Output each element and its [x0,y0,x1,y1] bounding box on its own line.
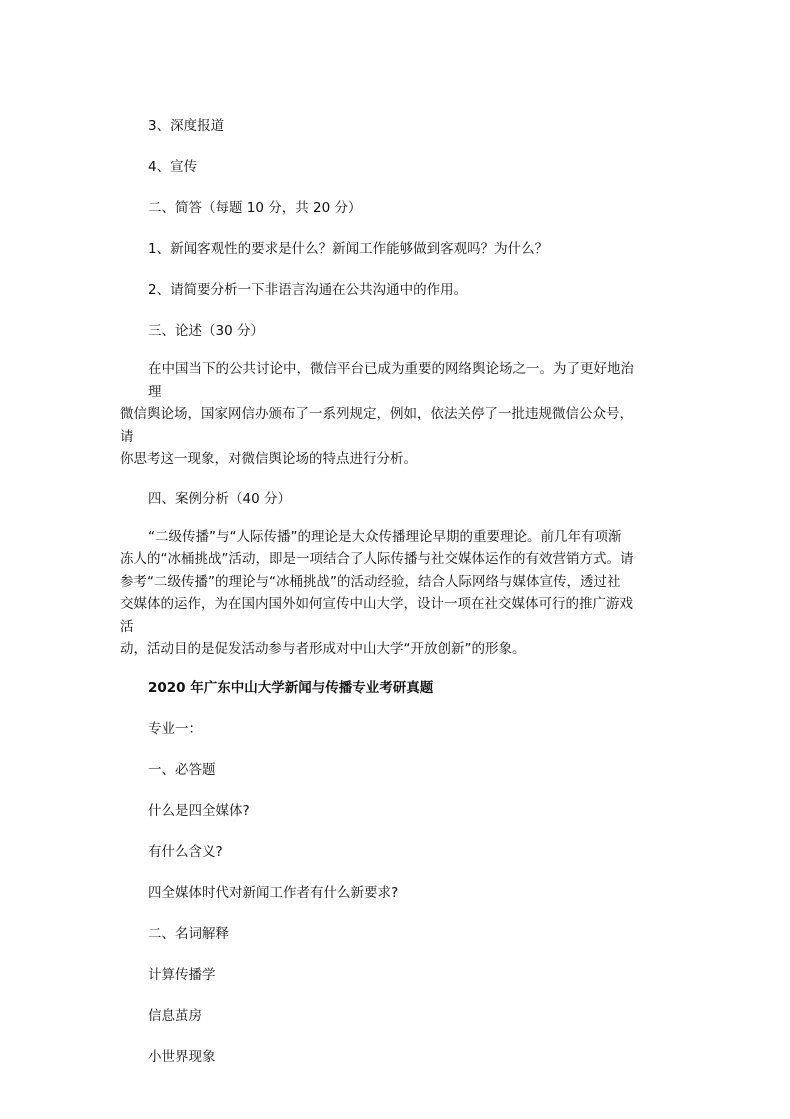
case-line: 交媒体的运作，为在国内国外如何宣传中山大学，设计一项在社交媒体可行的推广游戏活 [120,596,633,635]
major-one-label: 专业一： [148,720,202,737]
essay-paragraph [120,358,642,471]
question-meaning: 有什么含义? [148,843,223,860]
term-deep-reporting: 3、深度报道 [148,118,225,134]
case-line: “二级传播”与“人际传播”的理论是大众传播理论早期的重要理论。前几年有项渐 [148,528,622,545]
essay-line: 微信舆论场，国家网信办颁布了一系列规定，例如，依法关停了一批违规微信公众号，请 [120,406,633,445]
case-line: 冻人的“冰桶挑战”活动，即是一项结合了人际传播与社交媒体运作的有效营销方式。请 [120,551,634,567]
question-nonverbal: 2、请简要分析一下非语言沟通在公共沟通中的作用。 [148,282,468,298]
term-information-cocoon: 信息茧房 [148,1007,202,1024]
case-line: 参考“二级传播”的理论与“冰桶挑战”的活动经验，结合人际网络与媒体宣传，透过社 [120,573,621,590]
section-short-answer: 二、简答（每题 10 分，共 20 分） [148,200,362,216]
question-four-all-media: 什么是四全媒体? [148,802,250,819]
section-terms: 二、名词解释 [148,925,229,942]
section-essay: 三、论述（30 分） [148,323,264,339]
section-required: 一、必答题 [148,761,216,778]
essay-line: 你思考这一现象，对微信舆论场的特点进行分析。 [120,451,417,467]
question-objectivity: 1、新闻客观性的要求是什么？新闻工作能够做到客观吗？为什么？ [148,241,549,257]
case-line: 动，活动目的是促发活动参与者形成对中山大学“开放创新”的形象。 [120,641,526,657]
term-small-world: 小世界现象 [148,1048,216,1065]
question-new-requirements: 四全媒体时代对新闻工作者有什么新要求? [148,884,399,901]
document-page [120,116,668,1088]
term-propaganda: 4、宣传 [148,159,198,175]
case-paragraph [120,526,642,661]
term-computational-communication: 计算传播学 [148,966,216,983]
essay-line: 在中国当下的公共讨论中，微信平台已成为重要的网络舆论场之一。为了更好地治理 [148,361,634,400]
exam-heading: 2020 年广东中山大学新闻与传播专业考研真题 [148,679,434,696]
section-case-analysis: 四、案例分析（40 分） [148,490,291,507]
